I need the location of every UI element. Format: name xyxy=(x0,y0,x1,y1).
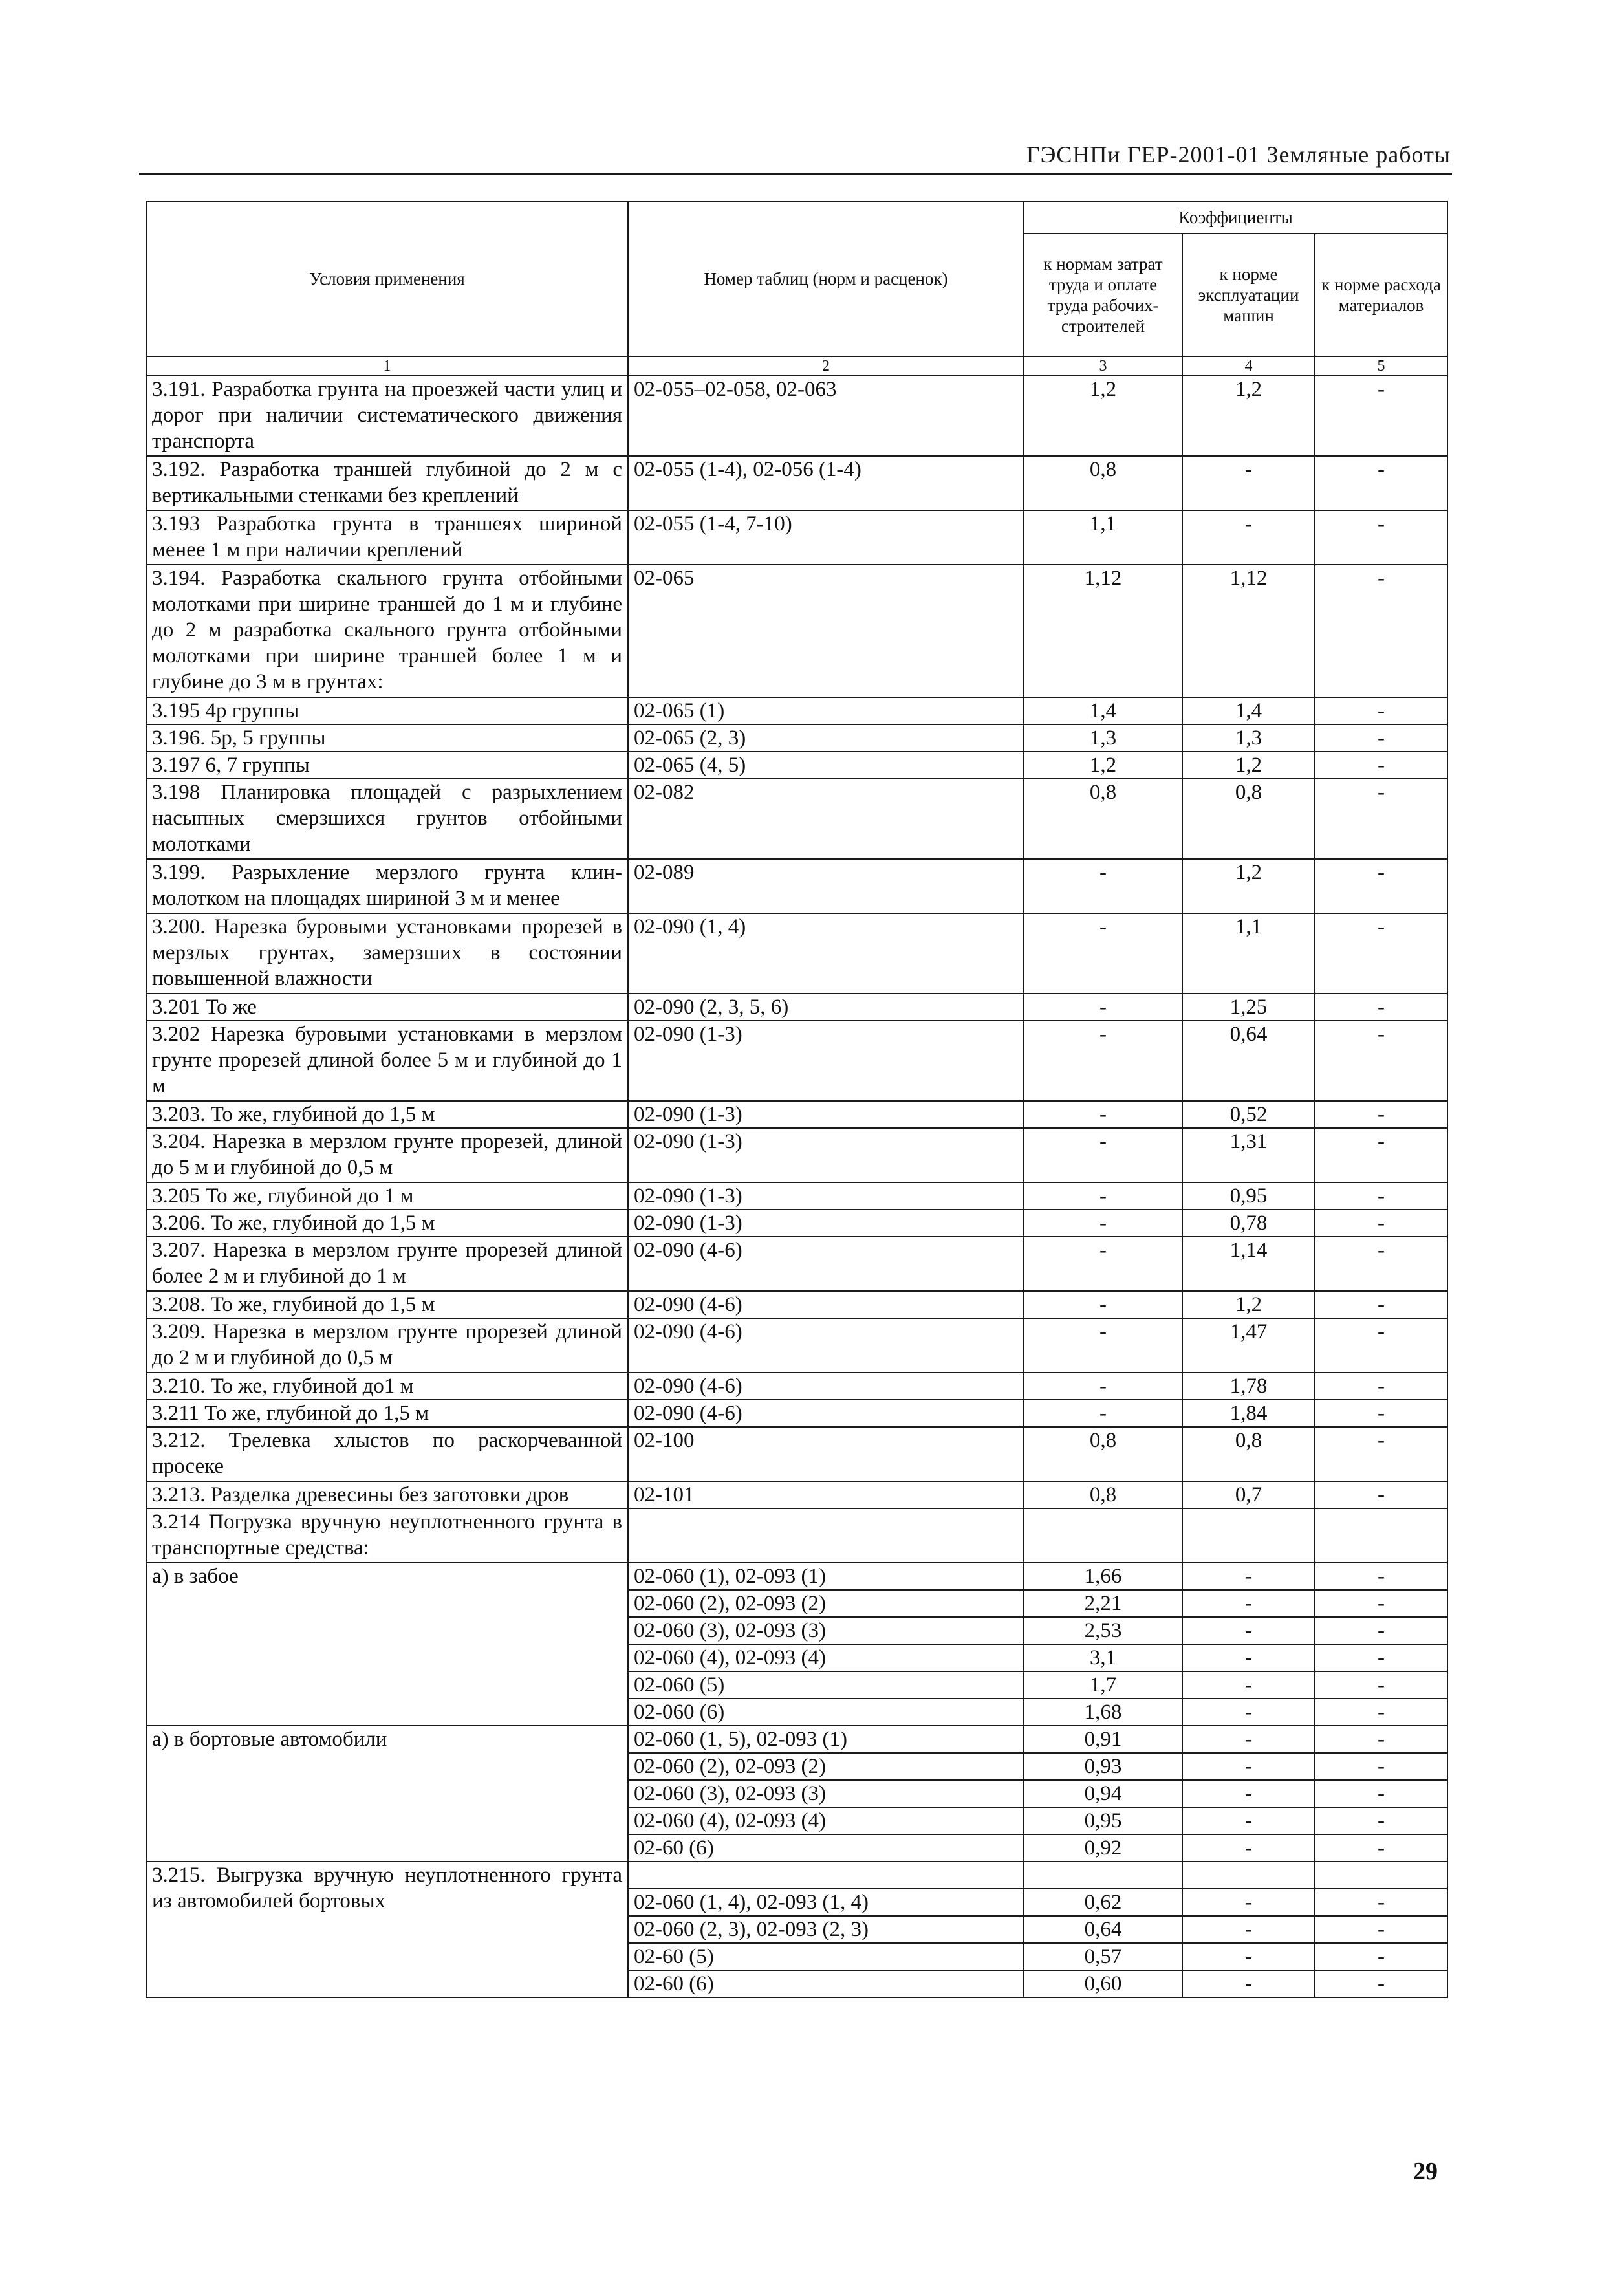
table-numbers-cell: 02-055–02-058, 02-063 xyxy=(628,376,1024,456)
materials-coefficient-cell: - xyxy=(1315,1943,1447,1970)
column-number: 5 xyxy=(1315,356,1447,376)
machines-coefficient-cell: 1,78 xyxy=(1182,1373,1315,1400)
machines-coefficient-cell: - xyxy=(1182,1671,1315,1699)
table-numbers-cell: 02-065 (2, 3) xyxy=(628,724,1024,752)
condition-cell: 3.195 4р группы xyxy=(146,697,628,724)
labor-coefficient-cell: - xyxy=(1024,1291,1182,1318)
condition-cell: 3.197 6, 7 группы xyxy=(146,752,628,779)
materials-coefficient-cell: - xyxy=(1315,1563,1447,1590)
condition-cell: 3.208. То же, глубиной до 1,5 м xyxy=(146,1291,628,1318)
table-numbers-cell: 02-089 xyxy=(628,859,1024,913)
machines-coefficient-cell: - xyxy=(1182,1617,1315,1644)
materials-coefficient-cell xyxy=(1315,1862,1447,1889)
table-row xyxy=(146,376,1447,456)
labor-coefficient-cell xyxy=(1024,1862,1182,1889)
running-header: ГЭСНПи ГЕР-2001-01 Земляные работы xyxy=(1026,142,1451,168)
labor-coefficient-cell: 0,62 xyxy=(1024,1889,1182,1916)
table-numbers-cell: 02-060 (1, 4), 02-093 (1, 4) xyxy=(628,1889,1024,1916)
labor-coefficient-cell: 1,2 xyxy=(1024,752,1182,779)
table-numbers-cell xyxy=(628,1508,1024,1563)
labor-coefficient-cell: 0,92 xyxy=(1024,1834,1182,1862)
labor-coefficient-cell: - xyxy=(1024,1318,1182,1373)
materials-coefficient-cell: - xyxy=(1315,1237,1447,1291)
column-number: 1 xyxy=(146,356,628,376)
machines-coefficient-cell: - xyxy=(1182,1753,1315,1780)
machines-coefficient-cell: 0,64 xyxy=(1182,1021,1315,1101)
labor-coefficient-cell: - xyxy=(1024,859,1182,913)
header-coefficients-group: Коэффициенты xyxy=(1024,201,1447,234)
materials-coefficient-cell: - xyxy=(1315,1481,1447,1508)
table-numbers-cell: 02-060 (2, 3), 02-093 (2, 3) xyxy=(628,1916,1024,1943)
table-numbers-cell: 02-090 (4-6) xyxy=(628,1318,1024,1373)
machines-coefficient-cell: - xyxy=(1182,1726,1315,1753)
materials-coefficient-cell: - xyxy=(1315,510,1447,565)
machines-coefficient-cell: - xyxy=(1182,510,1315,565)
table-row xyxy=(146,913,1447,994)
table-numbers-cell: 02-060 (6) xyxy=(628,1699,1024,1726)
table-numbers-cell: 02-090 (4-6) xyxy=(628,1237,1024,1291)
machines-coefficient-cell: - xyxy=(1182,1563,1315,1590)
table-numbers-cell: 02-090 (1-3) xyxy=(628,1210,1024,1237)
materials-coefficient-cell: - xyxy=(1315,1753,1447,1780)
materials-coefficient-cell: - xyxy=(1315,1318,1447,1373)
machines-coefficient-cell: 0,52 xyxy=(1182,1101,1315,1128)
materials-coefficient-cell: - xyxy=(1315,1834,1447,1862)
labor-coefficient-cell: 1,2 xyxy=(1024,376,1182,456)
materials-coefficient-cell: - xyxy=(1315,994,1447,1021)
column-numbering-row xyxy=(146,356,1447,376)
table-numbers-cell: 02-065 (1) xyxy=(628,697,1024,724)
labor-coefficient-cell: 0,60 xyxy=(1024,1970,1182,1997)
labor-coefficient-cell: 0,8 xyxy=(1024,779,1182,859)
labor-coefficient-cell: - xyxy=(1024,1182,1182,1210)
labor-coefficient-cell: - xyxy=(1024,1400,1182,1427)
materials-coefficient-cell: - xyxy=(1315,697,1447,724)
labor-coefficient-cell xyxy=(1024,1508,1182,1563)
labor-coefficient-cell: 0,64 xyxy=(1024,1916,1182,1943)
materials-coefficient-cell: - xyxy=(1315,456,1447,510)
table-numbers-cell: 02-055 (1-4), 02-056 (1-4) xyxy=(628,456,1024,510)
table-numbers-cell: 02-060 (1), 02-093 (1) xyxy=(628,1563,1024,1590)
labor-coefficient-cell: - xyxy=(1024,1237,1182,1291)
materials-coefficient-cell: - xyxy=(1315,1373,1447,1400)
labor-coefficient-cell: 0,8 xyxy=(1024,456,1182,510)
materials-coefficient-cell: - xyxy=(1315,1807,1447,1834)
machines-coefficient-cell: 1,47 xyxy=(1182,1318,1315,1373)
table-row xyxy=(146,456,1447,510)
machines-coefficient-cell: 1,2 xyxy=(1182,376,1315,456)
labor-coefficient-cell: 0,8 xyxy=(1024,1481,1182,1508)
table-numbers-cell xyxy=(628,1862,1024,1889)
labor-coefficient-cell: 0,94 xyxy=(1024,1780,1182,1807)
table-row xyxy=(146,1128,1447,1182)
table-row xyxy=(146,1373,1447,1400)
table-row xyxy=(146,1182,1447,1210)
labor-coefficient-cell: 1,66 xyxy=(1024,1563,1182,1590)
machines-coefficient-cell: 1,3 xyxy=(1182,724,1315,752)
materials-coefficient-cell: - xyxy=(1315,1021,1447,1101)
column-number: 2 xyxy=(628,356,1024,376)
table-numbers-cell: 02-090 (2, 3, 5, 6) xyxy=(628,994,1024,1021)
table-numbers-cell: 02-060 (1, 5), 02-093 (1) xyxy=(628,1726,1024,1753)
materials-coefficient-cell: - xyxy=(1315,1889,1447,1916)
materials-coefficient-cell: - xyxy=(1315,859,1447,913)
labor-coefficient-cell: 1,3 xyxy=(1024,724,1182,752)
table-numbers-cell: 02-082 xyxy=(628,779,1024,859)
materials-coefficient-cell: - xyxy=(1315,1644,1447,1671)
condition-cell: 3.196. 5р, 5 группы xyxy=(146,724,628,752)
condition-cell: 3.200. Нарезка буровыми установками прорезей в мерзлых грунтах, замерзших в состоянии повышенной влажности xyxy=(146,913,628,994)
materials-coefficient-cell: - xyxy=(1315,1182,1447,1210)
header-conditions: Условия применения xyxy=(146,201,628,356)
machines-coefficient-cell: 1,2 xyxy=(1182,1291,1315,1318)
labor-coefficient-cell: - xyxy=(1024,913,1182,994)
condition-cell: 3.192. Разработка траншей глубиной до 2 м с вертикальными стенками без креплений xyxy=(146,456,628,510)
materials-coefficient-cell: - xyxy=(1315,565,1447,697)
materials-coefficient-cell: - xyxy=(1315,1400,1447,1427)
materials-coefficient-cell: - xyxy=(1315,1590,1447,1617)
labor-coefficient-cell: - xyxy=(1024,1128,1182,1182)
machines-coefficient-cell: 1,4 xyxy=(1182,697,1315,724)
machines-coefficient-cell: - xyxy=(1182,456,1315,510)
table-row xyxy=(146,1862,1447,1889)
table-row xyxy=(146,697,1447,724)
materials-coefficient-cell: - xyxy=(1315,1780,1447,1807)
condition-cell: 3.203. То же, глубиной до 1,5 м xyxy=(146,1101,628,1128)
table-numbers-cell: 02-090 (1-3) xyxy=(628,1101,1024,1128)
machines-coefficient-cell: 0,95 xyxy=(1182,1182,1315,1210)
table-numbers-cell: 02-060 (2), 02-093 (2) xyxy=(628,1753,1024,1780)
table-row xyxy=(146,994,1447,1021)
condition-cell: 3.204. Нарезка в мерзлом грунте прорезей, длиной до 5 м и глубиной до 0,5 м xyxy=(146,1128,628,1182)
table-numbers-cell: 02-065 (4, 5) xyxy=(628,752,1024,779)
materials-coefficient-cell: - xyxy=(1315,1210,1447,1237)
labor-coefficient-cell: - xyxy=(1024,994,1182,1021)
table-numbers-cell: 02-090 (4-6) xyxy=(628,1400,1024,1427)
condition-cell: 3.215. Выгрузка вручную неуплотненного грунта из автомобилей бортовых xyxy=(146,1862,628,1997)
labor-coefficient-cell: 1,68 xyxy=(1024,1699,1182,1726)
machines-coefficient-cell: - xyxy=(1182,1780,1315,1807)
condition-cell: 3.199. Разрыхление мерзлого грунта клин-молотком на площадях шириной 3 м и менее xyxy=(146,859,628,913)
materials-coefficient-cell: - xyxy=(1315,1726,1447,1753)
condition-cell: 3.214 Погрузка вручную неуплотненного грунта в транспортные средства: xyxy=(146,1508,628,1563)
materials-coefficient-cell: - xyxy=(1315,1128,1447,1182)
condition-cell: 3.191. Разработка грунта на проезжей части улиц и дорог при наличии систематического движения транспорта xyxy=(146,376,628,456)
machines-coefficient-cell: - xyxy=(1182,1916,1315,1943)
condition-cell: 3.206. То же, глубиной до 1,5 м xyxy=(146,1210,628,1237)
labor-coefficient-cell: - xyxy=(1024,1021,1182,1101)
subgroup-label-cell: а) в забое xyxy=(146,1563,628,1726)
machines-coefficient-cell: 0,78 xyxy=(1182,1210,1315,1237)
table-numbers-cell: 02-060 (2), 02-093 (2) xyxy=(628,1590,1024,1617)
table-numbers-cell: 02-60 (5) xyxy=(628,1943,1024,1970)
table-row xyxy=(146,1237,1447,1291)
machines-coefficient-cell: 1,1 xyxy=(1182,913,1315,994)
machines-coefficient-cell: 0,8 xyxy=(1182,1427,1315,1481)
table-numbers-cell: 02-065 xyxy=(628,565,1024,697)
table-row xyxy=(146,1508,1447,1563)
machines-coefficient-cell: - xyxy=(1182,1834,1315,1862)
condition-cell: 3.211 То же, глубиной до 1,5 м xyxy=(146,1400,628,1427)
machines-coefficient-cell: - xyxy=(1182,1590,1315,1617)
condition-cell: 3.205 То же, глубиной до 1 м xyxy=(146,1182,628,1210)
table-row xyxy=(146,1318,1447,1373)
table-numbers-cell: 02-060 (5) xyxy=(628,1671,1024,1699)
labor-coefficient-cell: 2,53 xyxy=(1024,1617,1182,1644)
labor-coefficient-cell: 0,8 xyxy=(1024,1427,1182,1481)
machines-coefficient-cell: - xyxy=(1182,1699,1315,1726)
table-row xyxy=(146,1101,1447,1128)
materials-coefficient-cell: - xyxy=(1315,1617,1447,1644)
machines-coefficient-cell: 1,14 xyxy=(1182,1237,1315,1291)
column-number: 4 xyxy=(1182,356,1315,376)
table-numbers-cell: 02-090 (4-6) xyxy=(628,1291,1024,1318)
table-numbers-cell: 02-060 (3), 02-093 (3) xyxy=(628,1780,1024,1807)
labor-coefficient-cell: 3,1 xyxy=(1024,1644,1182,1671)
labor-coefficient-cell: 1,1 xyxy=(1024,510,1182,565)
labor-coefficient-cell: 1,4 xyxy=(1024,697,1182,724)
labor-coefficient-cell: 2,21 xyxy=(1024,1590,1182,1617)
table-body xyxy=(146,376,1447,1997)
column-number: 3 xyxy=(1024,356,1182,376)
materials-coefficient-cell: - xyxy=(1315,1291,1447,1318)
machines-coefficient-cell: - xyxy=(1182,1943,1315,1970)
table-row xyxy=(146,724,1447,752)
subgroup-label-cell: а) в бортовые автомобили xyxy=(146,1726,628,1862)
table-numbers-cell: 02-060 (3), 02-093 (3) xyxy=(628,1617,1024,1644)
table-row xyxy=(146,859,1447,913)
labor-coefficient-cell: - xyxy=(1024,1373,1182,1400)
labor-coefficient-cell: 0,95 xyxy=(1024,1807,1182,1834)
header-materials: к норме расхода материалов xyxy=(1315,234,1447,356)
machines-coefficient-cell: 0,8 xyxy=(1182,779,1315,859)
table-numbers-cell: 02-090 (1-3) xyxy=(628,1021,1024,1101)
header-table-numbers: Номер таблиц (норм и расценок) xyxy=(628,201,1024,356)
condition-cell: 3.201 То же xyxy=(146,994,628,1021)
condition-cell: 3.207. Нарезка в мерзлом грунте прорезей длиной более 2 м и глубиной до 1 м xyxy=(146,1237,628,1291)
header-labor: к нормам затрат труда и оплате труда рабочих-строителей xyxy=(1024,234,1182,356)
machines-coefficient-cell xyxy=(1182,1862,1315,1889)
header-rule xyxy=(139,173,1452,175)
machines-coefficient-cell: 1,84 xyxy=(1182,1400,1315,1427)
condition-cell: 3.213. Разделка древесины без заготовки дров xyxy=(146,1481,628,1508)
table-numbers-cell: 02-60 (6) xyxy=(628,1970,1024,1997)
labor-coefficient-cell: 0,91 xyxy=(1024,1726,1182,1753)
labor-coefficient-cell: 0,93 xyxy=(1024,1753,1182,1780)
materials-coefficient-cell: - xyxy=(1315,913,1447,994)
condition-cell: 3.210. То же, глубиной до1 м xyxy=(146,1373,628,1400)
machines-coefficient-cell: - xyxy=(1182,1970,1315,1997)
machines-coefficient-cell: 0,7 xyxy=(1182,1481,1315,1508)
condition-cell: 3.198 Планировка площадей с разрыхлением насыпных смерзшихся грунтов отбойными молотками xyxy=(146,779,628,859)
machines-coefficient-cell: 1,2 xyxy=(1182,859,1315,913)
header-machines: к норме эксплуатации машин xyxy=(1182,234,1315,356)
condition-cell: 3.212. Трелевка хлыстов по раскорчеванной просеке xyxy=(146,1427,628,1481)
materials-coefficient-cell xyxy=(1315,1508,1447,1563)
table-numbers-cell: 02-060 (4), 02-093 (4) xyxy=(628,1807,1024,1834)
table-row xyxy=(146,1427,1447,1481)
labor-coefficient-cell: - xyxy=(1024,1101,1182,1128)
table-numbers-cell: 02-060 (4), 02-093 (4) xyxy=(628,1644,1024,1671)
coefficients-table xyxy=(146,201,1448,1998)
materials-coefficient-cell: - xyxy=(1315,1427,1447,1481)
table-row xyxy=(146,779,1447,859)
table-numbers-cell: 02-60 (6) xyxy=(628,1834,1024,1862)
materials-coefficient-cell: - xyxy=(1315,1699,1447,1726)
labor-coefficient-cell: - xyxy=(1024,1210,1182,1237)
machines-coefficient-cell: - xyxy=(1182,1644,1315,1671)
table-row xyxy=(146,1563,1447,1590)
machines-coefficient-cell xyxy=(1182,1508,1315,1563)
table-numbers-cell: 02-090 (1-3) xyxy=(628,1182,1024,1210)
materials-coefficient-cell: - xyxy=(1315,376,1447,456)
condition-cell: 3.202 Нарезка буровыми установками в мерзлом грунте прорезей длиной более 5 м и глубиной до 1 м xyxy=(146,1021,628,1101)
page-number: 29 xyxy=(1413,2158,1438,2185)
labor-coefficient-cell: 0,57 xyxy=(1024,1943,1182,1970)
table-row xyxy=(146,1021,1447,1101)
table-row xyxy=(146,1400,1447,1427)
machines-coefficient-cell: - xyxy=(1182,1807,1315,1834)
table-numbers-cell: 02-101 xyxy=(628,1481,1024,1508)
table-numbers-cell: 02-090 (4-6) xyxy=(628,1373,1024,1400)
table-numbers-cell: 02-090 (1-3) xyxy=(628,1128,1024,1182)
materials-coefficient-cell: - xyxy=(1315,752,1447,779)
table-row xyxy=(146,752,1447,779)
machines-coefficient-cell: 1,31 xyxy=(1182,1128,1315,1182)
materials-coefficient-cell: - xyxy=(1315,1671,1447,1699)
table-row xyxy=(146,565,1447,697)
table-row xyxy=(146,510,1447,565)
table-row xyxy=(146,1726,1447,1753)
condition-cell: 3.194. Разработка скального грунта отбойными молотками при ширине траншей до 1 м и глубине до 2 м разработка скального грунта отбойными молотками при ширине траншей более 1 м и глубине до 3 м в грунтах: xyxy=(146,565,628,697)
materials-coefficient-cell: - xyxy=(1315,779,1447,859)
machines-coefficient-cell: - xyxy=(1182,1889,1315,1916)
table-numbers-cell: 02-090 (1, 4) xyxy=(628,913,1024,994)
materials-coefficient-cell: - xyxy=(1315,1970,1447,1997)
materials-coefficient-cell: - xyxy=(1315,1101,1447,1128)
materials-coefficient-cell: - xyxy=(1315,724,1447,752)
condition-cell: 3.193 Разработка грунта в траншеях шириной менее 1 м при наличии креплений xyxy=(146,510,628,565)
machines-coefficient-cell: 1,25 xyxy=(1182,994,1315,1021)
labor-coefficient-cell: 1,12 xyxy=(1024,565,1182,697)
table-numbers-cell: 02-100 xyxy=(628,1427,1024,1481)
machines-coefficient-cell: 1,12 xyxy=(1182,565,1315,697)
machines-coefficient-cell: 1,2 xyxy=(1182,752,1315,779)
table-row xyxy=(146,1210,1447,1237)
table-numbers-cell: 02-055 (1-4, 7-10) xyxy=(628,510,1024,565)
labor-coefficient-cell: 1,7 xyxy=(1024,1671,1182,1699)
table-row xyxy=(146,1291,1447,1318)
materials-coefficient-cell: - xyxy=(1315,1916,1447,1943)
condition-cell: 3.209. Нарезка в мерзлом грунте прорезей длиной до 2 м и глубиной до 0,5 м xyxy=(146,1318,628,1373)
table-row xyxy=(146,1481,1447,1508)
